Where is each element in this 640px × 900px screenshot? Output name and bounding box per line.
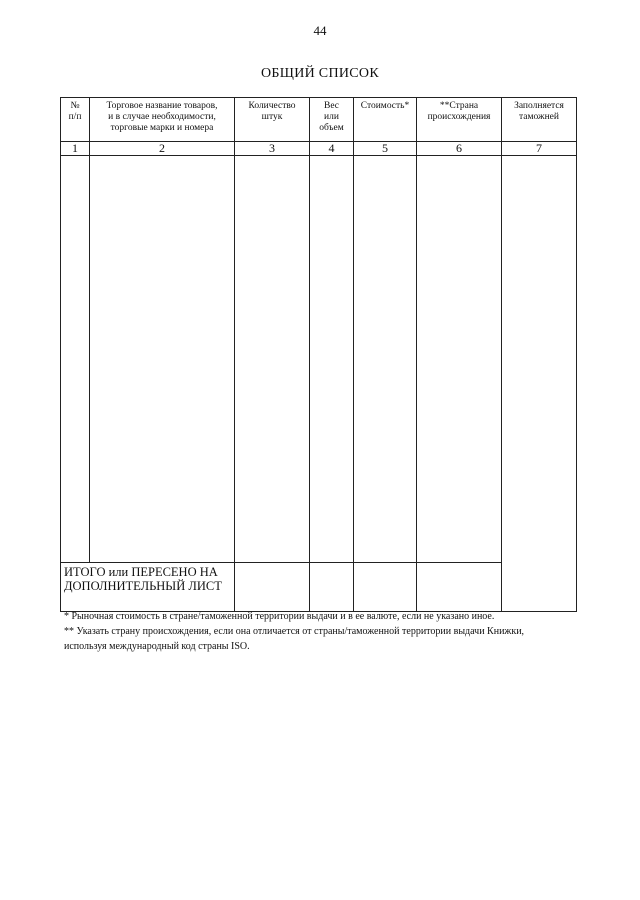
column-number-3: 3 bbox=[235, 142, 310, 156]
header-cell-trade-name: Торговое название товаров, и в случае необходимости, торговые марки и номера bbox=[90, 98, 235, 142]
column-number-1: 1 bbox=[61, 142, 90, 156]
entry-area-row bbox=[61, 156, 577, 563]
header-cell-weight-volume: Вес или объем bbox=[310, 98, 354, 142]
header-cell-number: № п/п bbox=[61, 98, 90, 142]
document-title: ОБЩИЙ СПИСОК bbox=[261, 66, 379, 81]
goods-list-table bbox=[60, 97, 577, 612]
footnote-country-continued: используя международный код страны ISO. bbox=[64, 641, 250, 652]
total-cell-country-origin[interactable] bbox=[417, 563, 502, 612]
header-cell-value: Стоимость* bbox=[354, 98, 417, 142]
entry-cell-number[interactable] bbox=[61, 156, 90, 563]
table-header-row bbox=[61, 98, 577, 142]
column-number-2: 2 bbox=[90, 142, 235, 156]
entry-cell-quantity[interactable] bbox=[235, 156, 310, 563]
entry-cell-weight-volume[interactable] bbox=[310, 156, 354, 563]
footnote-value: * Рыночная стоимость в стране/таможенной территории выдачи и в ее валюте, если не указано иное. bbox=[64, 611, 495, 622]
footnotes bbox=[64, 609, 579, 654]
header-cell-quantity: Количество штук bbox=[235, 98, 310, 142]
column-number-6: 6 bbox=[417, 142, 502, 156]
header-cell-country-origin: **Страна происхождения bbox=[417, 98, 502, 142]
total-row bbox=[61, 563, 577, 612]
total-cell-weight-volume[interactable] bbox=[310, 563, 354, 612]
header-cell-customs: Заполняется таможней bbox=[502, 98, 577, 142]
entry-cell-trade-name[interactable] bbox=[90, 156, 235, 563]
entry-cell-country-origin[interactable] bbox=[417, 156, 502, 563]
total-cell-value[interactable] bbox=[354, 563, 417, 612]
column-number-7: 7 bbox=[502, 142, 577, 156]
footnote-country: ** Указать страну происхождения, если она отличается от страны/таможенной территории выдачи Книжки, bbox=[64, 626, 525, 637]
total-label: ИТОГО или ПЕРЕСЕНО НА ДОПОЛНИТЕЛЬНЫЙ ЛИСТ bbox=[61, 563, 235, 612]
page-number: 44 bbox=[313, 23, 327, 38]
column-number-4: 4 bbox=[310, 142, 354, 156]
entry-cell-value[interactable] bbox=[354, 156, 417, 563]
column-number-row bbox=[61, 142, 577, 156]
total-cell-quantity[interactable] bbox=[235, 563, 310, 612]
entry-cell-customs[interactable] bbox=[502, 156, 577, 612]
column-number-5: 5 bbox=[354, 142, 417, 156]
